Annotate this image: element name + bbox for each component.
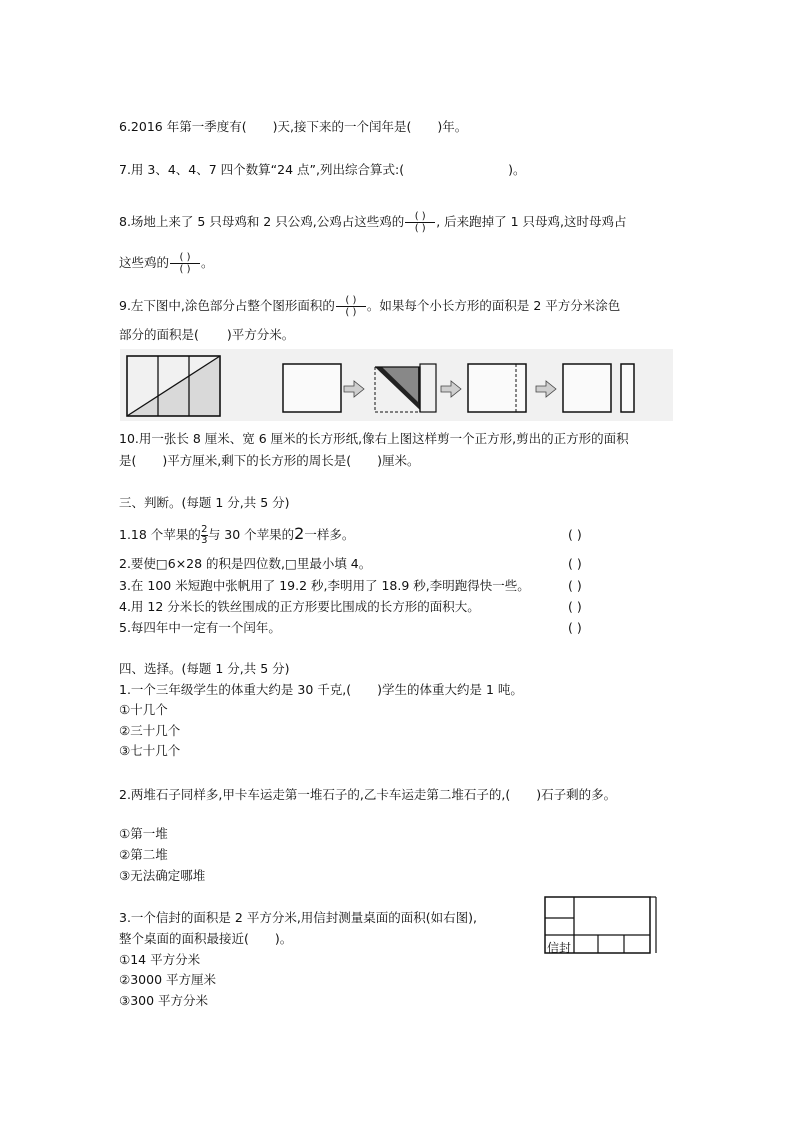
choice-1-option-3[interactable]: ③七十几个	[119, 743, 181, 758]
question-9-line-2: 部分的面积是( )平方分米。	[119, 327, 295, 342]
choice-3-stem-line-1: 3.一个信封的面积是 2 平方分米,用信封测量桌面的面积(如右图),	[119, 910, 478, 925]
choice-3-option-2[interactable]: ②3000 平方厘米	[119, 972, 216, 987]
judge-item-5: 5.每四年中一定有一个闰年。	[119, 620, 281, 635]
paper-rect	[283, 364, 341, 412]
envelope-label: 信封	[547, 941, 572, 955]
answer-box[interactable]: ( )	[568, 599, 582, 614]
question-7: 7.用 3、4、4、7 四个数算“24 点”,列出综合算式:( )。	[119, 162, 526, 177]
judge-item-1: 1.18 个苹果的 $\frac{2}{3}$ 与 30 个苹果的2一样多。	[119, 524, 355, 546]
answer-box[interactable]: ( )	[568, 527, 582, 542]
question-9-line-1: 9.左下图中,涂色部分占整个图形面积的 $\frac{( )}{( )}$ 。如果每个小长方形的面积是 2 平方分米涂色	[119, 295, 621, 318]
judge-item-3: 3.在 100 米短跑中张帆用了 19.2 秒,李明用了 18.9 秒,李明跑得快一些。	[119, 578, 530, 593]
choice-3-option-1[interactable]: ①14 平方分米	[119, 952, 201, 967]
choice-3-option-3[interactable]: ③300 平方分米	[119, 993, 209, 1008]
answer-box[interactable]: ( )	[568, 578, 582, 593]
question-8-line-1: 8.场地上来了 5 只母鸡和 2 只公鸡,公鸡占这些鸡的 $\frac{( )}{( )}$ , 后来跑掉了 1 只母鸡,这时母鸡占	[119, 211, 627, 234]
question-10-line-1: 10.用一张长 8 厘米、宽 6 厘米的长方形纸,像右上图这样剪一个正方形,剪出的正方形的面积	[119, 431, 629, 446]
question-6: 6.2016 年第一季度有( )天,接下来的一个闰年是( )年。	[119, 119, 468, 134]
answer-box[interactable]: ( )	[568, 620, 582, 635]
choice-3-stem-line-2: 整个桌面的面积最接近( )。	[119, 931, 293, 946]
remaining-strip	[621, 364, 634, 412]
judge-item-4: 4.用 12 分米长的铁丝围成的正方形要比围成的长方形的面积大。	[119, 599, 480, 614]
arrow-icon	[344, 381, 364, 397]
choice-2-option-3[interactable]: ③无法确定哪堆	[119, 868, 206, 883]
choice-2-option-2[interactable]: ②第二堆	[119, 847, 168, 862]
question-8-line-2: 这些鸡的 $\frac{( )}{( )}$ 。	[119, 252, 214, 275]
choice-2-stem: 2.两堆石子同样多,甲卡车运走第一堆石子的,乙卡车运走第二堆石子的,( )石子剩的多。	[119, 787, 617, 802]
fraction: $\frac{2}{3}$	[201, 524, 208, 546]
cut-square	[563, 364, 611, 412]
paper-folding-diagram	[278, 352, 673, 420]
choice-2-option-1[interactable]: ①第一堆	[119, 826, 168, 841]
fraction-blank: $\frac{( )}{( )}$	[170, 252, 200, 275]
choice-1-stem: 1.一个三年级学生的体重大约是 30 千克,( )学生的体重大约是 1 吨。	[119, 682, 523, 697]
fraction-blank: $\frac{( )}{( )}$	[405, 211, 435, 234]
section-4-heading: 四、选择。(每题 1 分,共 5 分)	[119, 661, 290, 676]
arrow-icon	[536, 381, 556, 397]
answer-box[interactable]: ( )	[568, 556, 582, 571]
choice-1-option-1[interactable]: ①十几个	[119, 702, 168, 717]
question-10-line-2: 是( )平方厘米,剩下的长方形的周长是( )厘米。	[119, 453, 420, 468]
fraction-blank: $\frac{( )}{( )}$	[336, 295, 366, 318]
section-3-heading: 三、判断。(每题 1 分,共 5 分)	[119, 495, 290, 510]
arrow-icon	[441, 381, 461, 397]
judge-item-2: 2.要使□6×28 的积是四位数,□里最小填 4。	[119, 556, 372, 571]
rectangle-diagram	[124, 352, 224, 420]
choice-1-option-2[interactable]: ②三十几个	[119, 723, 181, 738]
